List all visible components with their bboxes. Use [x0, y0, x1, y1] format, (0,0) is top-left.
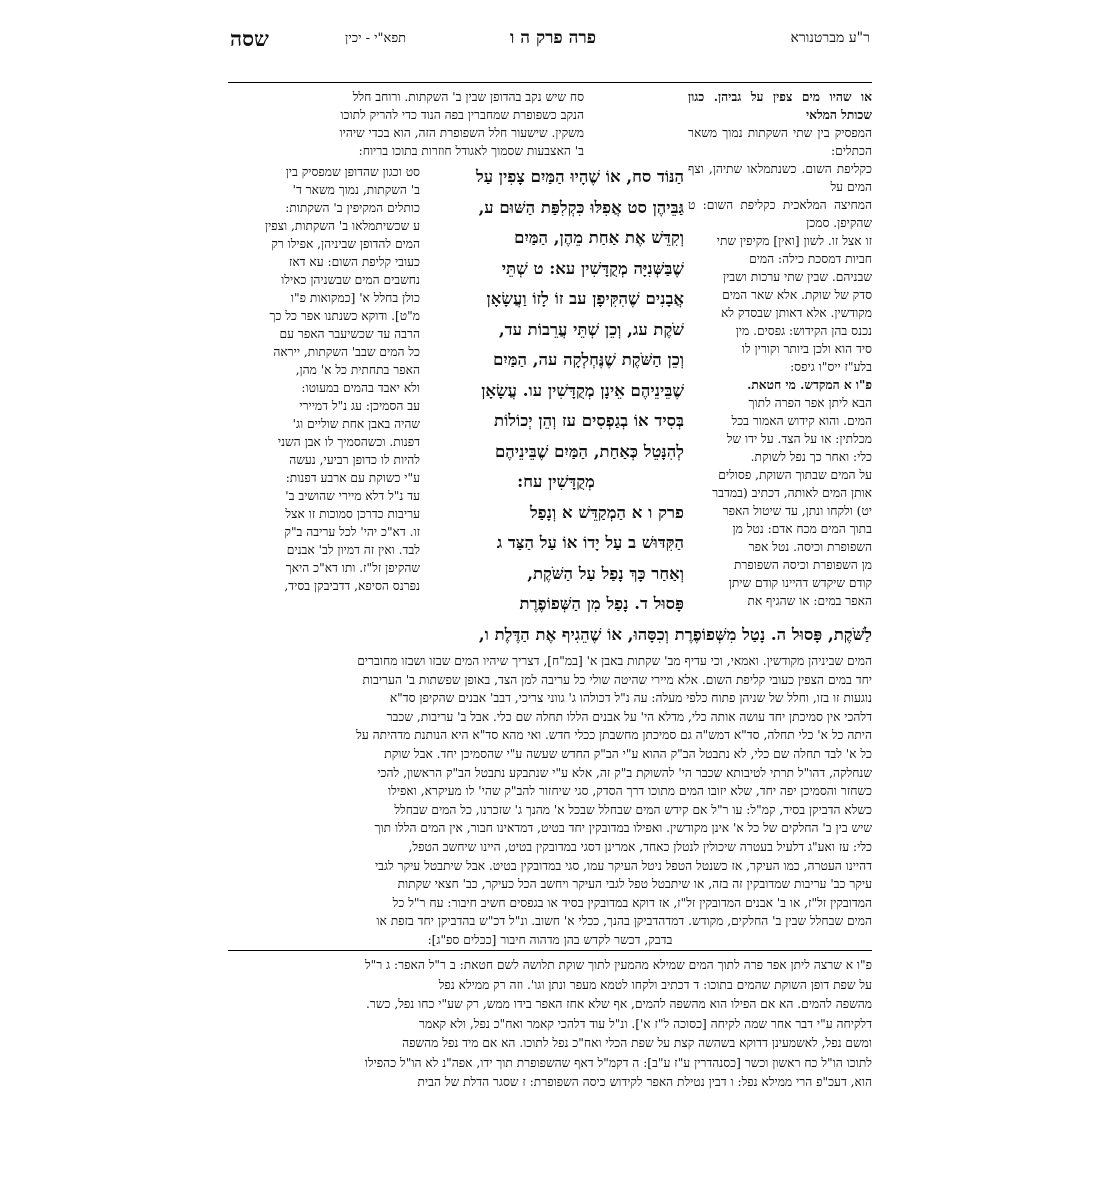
commentary-line: שיש בין ב' החלקים של כל א' אינן מקודשין. ואפילו במדובקין יחד בטיט, דמדאינו חבור, אין המים הללו תוך — [374, 821, 872, 836]
commentary-line: שהיה באבן אחת שוליים וג' — [292, 417, 420, 431]
commentary-line: הרבה עד שכשיעבר האפר עם — [279, 327, 420, 341]
commentary-line: יחד במים הצפין כעובי קליפת השום. אלא מיירי שהיטה שולי כל עריבה למן הצד, באופן שפשתות ב' העריבות — [362, 672, 872, 687]
commentary-line: הוא, דעכ"פ הרי ממילא נפל: ו דבין נטילת האפר לקידוש כיסה השפופרת: ז שסגר הדלת של הבית — [417, 1075, 872, 1089]
commentary-line: על המים שבתוך השוקת, פסולים — [718, 468, 872, 482]
mishna-line: הַקִּדּוּשׁ ב עַל יָדוֹ אוֹ עַל הַצַּד ג — [496, 533, 684, 552]
commentary-line: כל א' לבד תחלה שם כלי, לא נתבטל הב"ק ההוא ע"י הב"ק החדש שעשה ע"י שהסמיכן יחד. אבל שוקת — [384, 746, 872, 761]
mishna-line: פָּסוּל ד. נָפַל מִן הַשְּׁפוֹפֶרֶת — [519, 594, 684, 613]
commentary-tif-label: תפא"י - יכין — [345, 31, 407, 46]
mishna-text — [428, 162, 684, 620]
commentary-line: דלהכי אין סמיכתן יחד עושה אותה כלי, מדלא הי' על אבנים הללו תחלה שם כלי. אבל ב' עריבות, שכבר — [386, 709, 872, 724]
commentary-line: מן השפופרת וכיסה השפופרת — [733, 558, 872, 572]
commentary-line: המים שבחלל שבין ב' החלקים, מקודש. דמדהדביקן בהנך, ככלי א' חשוב. ונ"ל דכ"ש בהדביקן יחד בזפת או — [376, 914, 872, 929]
commentary-line: כלי: ואחר כך נפל לשוקת. — [750, 450, 872, 464]
commentary-line: נוגעות זו בזו, וחלל של שניהן פתוח כלפי מעלה: עה נ"ל דכולהו ג' גווני צריכי, דבב' אבנים שהקיפן סד"א — [389, 691, 872, 706]
commentary-line: ע שכשיתמלאו ב' השקתות, וצפין — [264, 219, 420, 233]
commentary-line: כשחזר והסמיכן יפה יחד, שלא יזובו המים מתוכו דרך הסדק, סגי שיחזור להב"ק שהי' לו מעיקרא, ואפילו — [388, 784, 872, 799]
commentary-line: משקין. שישעור חלל השפופרת הזה, הוא בכדי שיהיו — [339, 126, 584, 140]
bartenura-column — [688, 88, 872, 610]
mishna-line: בְּסִיד אוֹ בְגַפְסִים עז וְהֵן יְכוֹלוֹת — [494, 411, 684, 430]
commentary-line: בתוך המים מכח אדם: נטל מן — [732, 522, 872, 536]
commentary-line: המדובקין זל"ז, או ב' אבנים המדובקין זל"ז, אז דוקא במדובקין בסיד או בגפסים חשיב חיבור: עח ר"ל כל — [392, 895, 872, 910]
commentary-line: הנקב כשפופרת שמחברין בפה הנוד כדי להריק לתוכו — [340, 108, 584, 122]
commentary-line: דלקיחה ע"י דבר אחר שמה לקיחה [כסוכה ל"ז א']. ונ"ל עוד דלהכי קאמר ואח"כ נפל, ולא קאמר — [418, 1016, 872, 1031]
tiferet-continuation — [228, 652, 872, 950]
commentary-line: שבניהם. שבין שתי ערכות ושבין — [722, 270, 872, 284]
commentary-line: סח שיש נקב בהדופן שבין ב' השקתות. ורוחב חלל — [352, 90, 584, 104]
commentary-line: עד נ"ל דלא מיירי שהושיב ב' — [285, 489, 420, 503]
commentary-line: הבא ליתן אפר הפרה לתוך — [748, 396, 872, 410]
commentary-line: המים להדופן שביניהן, אפילו רק — [271, 237, 420, 251]
commentary-line: קודם שיקדש דהיינו קודם שיתן — [728, 576, 872, 590]
commentary-line: ע"י כשוקת עם ארבע דפנות: — [285, 471, 420, 485]
commentary-line: דהיינו העטרה, כמו העיקר, אז כשנטל הטפל ניטל העיקר עמו, סגי במדובקין בטיט. אבל שיתבטל עיקר לגבי — [374, 858, 872, 873]
mishna-line: מְקֻדָּשִׁין עח: — [517, 472, 595, 491]
commentary-line: בדבק, דכשר לקדש בהן מדהוה חיבור [ככלים ספ"ג]: — [427, 932, 673, 947]
commentary-line: זו. דא"כ יהי' לכל עריבה ב"ק — [284, 525, 420, 539]
commentary-line: יט) ולקחו ונתן, עד שיטול האפר — [722, 504, 872, 518]
mishna-line: שֶׁבַּשְּׁנִיָּה מְקֻדָּשִׁין עא: ט שְׁתֵּי — [501, 258, 684, 278]
commentary-line: מ"ט]. ודוקא כשנתנו אפר כל כך — [269, 309, 420, 323]
mishna-line: גַּבֵּיהֶן סט אֲפִלּוּ כִּקְלִפַּת הַשּׁוּם ע, — [478, 197, 684, 217]
commentary-line: לבד. ואין זה דמיון לב' אבנים — [286, 543, 420, 557]
commentary-line: כולן בחלל א' [כמקואות פ"ו — [290, 291, 420, 305]
commentary-line: מהשפה להמים. הא אם הפילו הוא מהשפה להמים, אף שלא אחז האפר בידו ממש, רק שע"י כחו נפל, כשר. — [366, 997, 872, 1011]
tiferet-column — [228, 163, 420, 595]
commentary-line: המפסיק בין שתי השקתות נמוך משאר הכתלים: — [688, 126, 872, 158]
commentary-line: לתוכו הו"ל כח ראשון וכשר [כסנהדרין ע"ז ע"ב]: ה דקמ"ל דאף שהשפופרת תוך ידו, אפה"נ לא הו"ל כהפילו — [364, 1055, 872, 1070]
commentary-line: אותן המים לאותה, דכתיב (במדבר — [712, 486, 872, 500]
tiferet-chapter-six — [228, 956, 872, 1093]
chapter-title: פרה פרק ה ו — [510, 28, 596, 48]
commentary-line: ולא יאבד בהמים במעוטו: — [301, 381, 420, 395]
commentary-line: השפופרת וכיסה. נטל אפר — [748, 540, 872, 554]
commentary-line: כקליפת השום. כשנתמלאו שתיהן, וצף המים על — [688, 162, 872, 194]
tiferet-top-block — [228, 88, 584, 160]
commentary-line: עיקר כב' עריבות שמדובקין זה בזה, או שיתבטל טפל לגבי העיקר ויחשב הכל כעיקר, כב' חצאי שקתות — [397, 877, 872, 892]
mishna-line: שֶׁבֵּינֵיהֶם אֵינָן מְקֻדָּשִׁין עו. עֲשָׂאָן — [481, 380, 684, 400]
commentary-line: המים. והוא קידוש האמור בכל — [731, 414, 872, 428]
mishna-line: וְאַחַר כָּךְ נָפַל עַל הַשֹּׁקֶת, — [527, 563, 684, 583]
commentary-line: פ"ו א המקדש. מי חטאת. — [747, 378, 872, 392]
commentary-line: נכנס בהן הקידוש: גפסים. מין — [735, 324, 872, 338]
commentary-line: או שהיו מים צפין על גביהן. כגון שכותל המלאי — [688, 90, 872, 122]
commentary-line: חביות דמסכת כילה: המים — [749, 252, 872, 266]
commentary-line: בלע"ז ייס"ו גיפס: — [790, 360, 872, 374]
commentary-line: סט וכגון שהדופן שמפסיק בין — [285, 165, 420, 179]
commentary-line: זו אצל זו. לשון [ואין] מקיפין שתי — [716, 234, 872, 248]
commentary-line: כותלים המקיפין ב' השקתות: — [285, 201, 420, 215]
commentary-line: נפרנס הסיפא, דדביבקן בסיד, — [284, 579, 420, 593]
commentary-line: סיד הוא ולכן ביותר וקורין לו — [741, 342, 872, 356]
commentary-line: האפר במים: או שהגיף את — [747, 594, 872, 608]
mishna-line: הַנּוֹד סח, אוֹ שֶׁהָיוּ הַמַּיִם צָפִין עַל — [475, 167, 684, 186]
commentary-line: להיות לו כדופן רביעי, נעשה — [289, 453, 420, 467]
mishna-line: לְהִנָּטֵל כְּאַחַת, הַמַּיִם שֶׁבֵּינֵיהֶם — [494, 441, 684, 461]
commentary-line: מכלתין: או על הצד. על ידו של — [726, 432, 872, 446]
commentary-bartenura-label: ר"ע מברטנורא — [790, 30, 870, 46]
commentary-line: ומשם נפל, לאשמעינן דדוקא בשהשה קצת על שפת הכלי ואח"כ נפל לתוכו. הא אם מיד נפל מהשפה — [402, 1036, 872, 1050]
commentary-line: כלי: עז ואע"ג דלעיל בעטרה שיכולין לנטלן כאחד, אמרינן דסגי במדובקין בטיט, היינו שיחשב הטפל, — [408, 839, 872, 854]
commentary-line: ב' השקתות, נמוך משאר ד' — [292, 183, 420, 197]
commentary-line: שנחלקה, דהו"ל תרתי לטיבותא שכבר הי' להשוקת ב"ק זה, אלא ע"י שנתבקע נתבטל הב"ק הראשון, להכי — [377, 765, 872, 780]
section-divider — [228, 950, 872, 951]
mishna-line: אֲבָנִים שֶׁהִקִּיפָן עב זוֹ לָזוֹ וַעֲשָׂאָן — [486, 289, 684, 308]
commentary-line: כל המים שבב' השקתות, ייראה — [273, 345, 420, 359]
mishna-line: וְכֵן הַשֹּׁקֶת שֶׁנֶּחְלְקָה עה, הַמַּיִם — [493, 350, 684, 369]
mishna-line: פרק ו א הַמְקַדֵּשׁ א וְנָפַל — [529, 502, 684, 522]
mishna-line: לַשֹּׁקֶת, פָּסוּל ה. נָטַל מִשְּׁפוֹפֶרֶת וְכִסָּהוּ, אוֹ שֶׁהֵגִיף אֶת הַדֶּלֶת ו, — [478, 625, 872, 644]
commentary-line: פ"ו א שרצה ליתן אפר פרה לתוך המים שמילא מהמעין לתוך שוקת תלושה לשם חטאת: ב ר"ל האפר: ג ר"ל — [364, 958, 872, 972]
commentary-line: ב' האצבעות שסמוך לאגודל חוזרות בתוכו בריוח: — [358, 144, 584, 158]
commentary-line: היתה כל א' כלי תחלה, סד"א דמש"ה גם סמיכתן מחשבתן ככלי חדש. ואי מהא סד"א היא הנותנת מדהיתה על — [356, 728, 872, 743]
page-number: שסה — [230, 26, 269, 51]
mishna-line-wide — [420, 620, 872, 650]
commentary-line: האפר בתחתית כל א' מהן, — [295, 363, 420, 377]
commentary-line: דפנות. וכשהסמיך לו אבן השני — [277, 435, 420, 449]
commentary-line: נחשבים המים שבשניהן כאילו — [281, 273, 420, 287]
commentary-line: סדק של שוקת. אלא שאר המים — [722, 288, 872, 302]
commentary-line: עריבות כדרכן סמוכות זו אצל — [285, 507, 420, 521]
page-header — [230, 22, 870, 62]
mishna-line: וְקִדֵּשׁ אֶת אַחַת מֵהֶן, הַמַּיִם — [514, 228, 684, 247]
commentary-line: כעובי קליפת השום: עא דאז — [288, 255, 420, 269]
commentary-line: עב הסמיכן: עג נ"ל דמיירי — [299, 399, 420, 413]
commentary-line: מקודשין. אלא דאותן שבסדק לא — [720, 306, 872, 320]
commentary-line: שהקיפן זל"ז. ותו דא"כ היאך — [285, 561, 420, 575]
commentary-line: המים שביניהן מקודשין. ואמאי, וכי עדיף מב' שקתות באבן א' [במ"ח], דצריך שיהיו המים שבזו ושבזו מחוברים — [357, 654, 872, 668]
mishna-line: שֹׁקֶת עג, וְכֵן שְׁתֵּי עֲרֵבוֹת עד, — [498, 319, 684, 339]
commentary-line: על שפת דופן השוקת שהמים בתוכו: ד דכתיב ולקחו לטמא מעפר ונתן וגו'. וזה רק ממילא נפל — [438, 977, 872, 992]
header-rule — [228, 82, 872, 83]
commentary-line: המחיצה המלאכית כקליפת השום: ט שהקיפן. סמכן — [688, 198, 872, 230]
commentary-line: כשלא הדביקן בסיד, קמ"ל: עו ר"ל אם קידש המים שבחלל שבכל א' מהנך ג' שזכרנו, כל המים שבחלל — [394, 802, 872, 817]
